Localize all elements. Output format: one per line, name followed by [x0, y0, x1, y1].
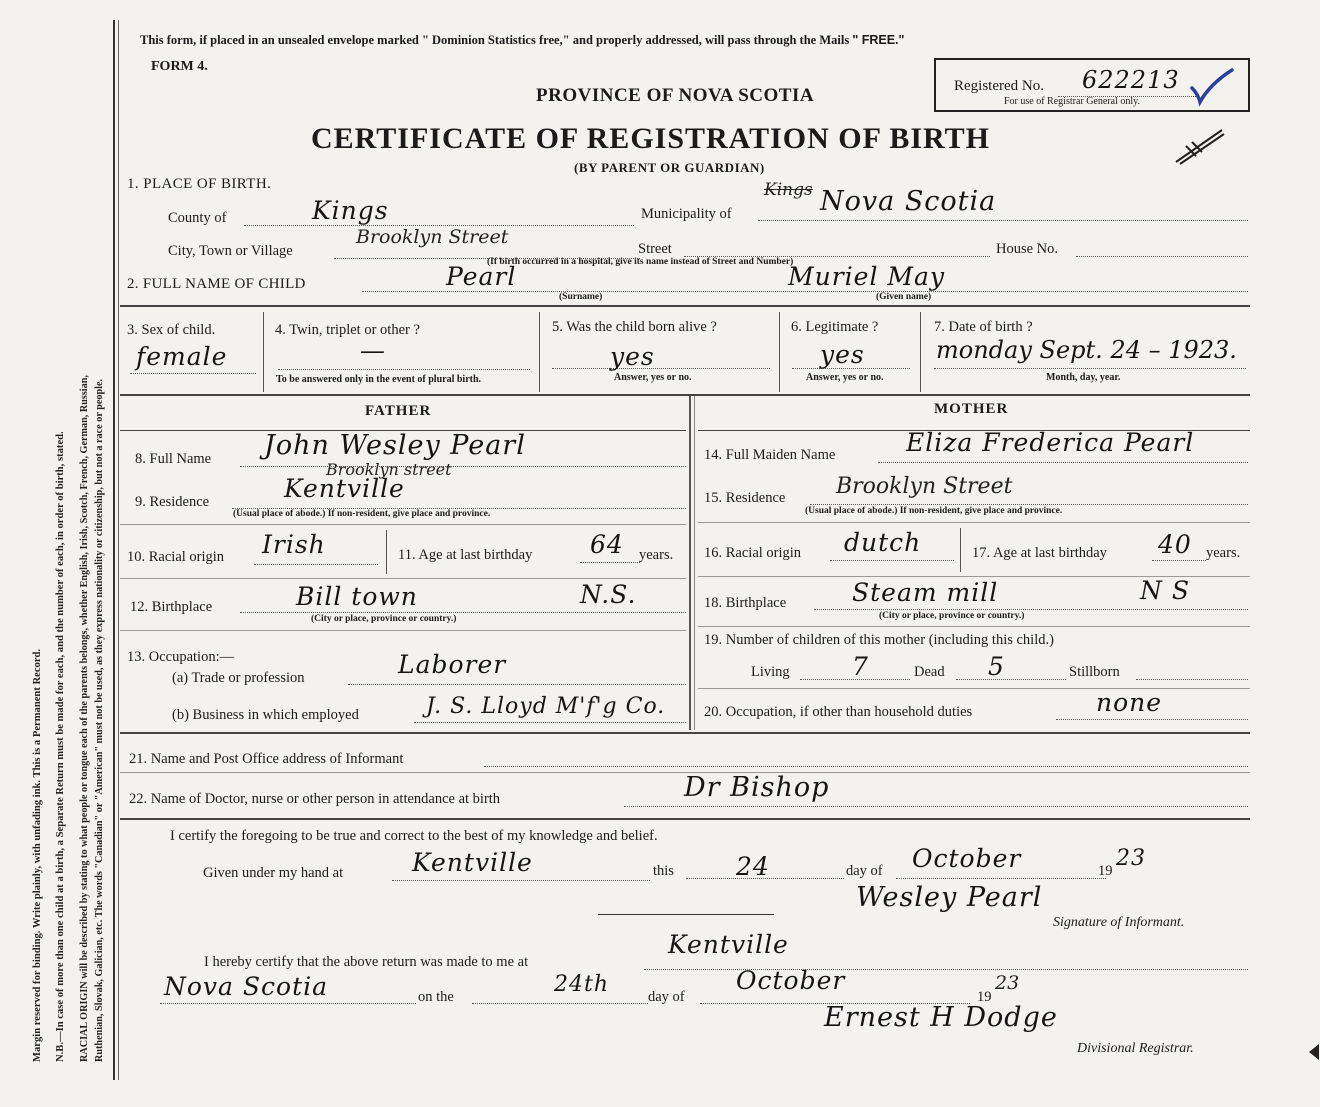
municipality-value: Nova Scotia — [820, 186, 997, 217]
mother-occupation-value: none — [1096, 688, 1163, 717]
rule-top — [120, 305, 1250, 307]
rule-father-res — [120, 524, 686, 525]
informant-label: 21. Name and Post Office address of Informant — [129, 751, 404, 767]
year-prefix: 19 — [1098, 863, 1113, 879]
rule-father-birthplace — [120, 630, 686, 631]
signature-underline-short — [598, 914, 774, 915]
child-surname: Pearl — [446, 262, 517, 291]
father-business-value: J. S. Lloyd M'f'g Co. — [426, 694, 666, 719]
divider-1 — [263, 312, 264, 392]
checkmark-icon — [1188, 66, 1238, 108]
certify-statement: I certify the foregoing to be true and correct to the best of my knowledge and belief. — [170, 828, 658, 844]
mail-free: " FREE." — [852, 33, 905, 47]
mother-occupation-label: 20. Occupation, if other than household duties — [704, 704, 973, 720]
registered-box — [934, 58, 1250, 112]
father-name-value: John Wesley Pearl — [264, 430, 526, 461]
rule-mother-res — [698, 522, 1250, 523]
binding-border — [113, 20, 115, 1080]
rule-mother-birthplace — [698, 626, 1250, 627]
registrar-province-value: Nova Scotia — [164, 972, 329, 1001]
given-place-value: Kentville — [412, 848, 533, 877]
registrar-place-value: Kentville — [668, 930, 789, 959]
mother-racial-value: dutch — [844, 528, 922, 557]
registrar-statement: I hereby certify that the above return was made to me at — [204, 954, 529, 970]
margin-note-binding: Margin reserved for binding. Write plainly, with unfading ink. This is a Permanent Record. — [32, 648, 43, 1062]
mother-occupation-line — [1056, 719, 1248, 720]
father-residence-over: Brooklyn street — [326, 460, 452, 479]
father-age-value: 64 — [590, 530, 624, 559]
child-given-name: Muriel May — [788, 262, 946, 291]
father-trade-label: (a) Trade or profession — [172, 670, 305, 686]
child-name-label: 2. FULL NAME OF CHILD — [127, 276, 306, 292]
mother-residence-label: 15. Residence — [704, 490, 786, 506]
municipality-label: Municipality of — [641, 206, 732, 222]
given-under-label: Given under my hand at — [203, 865, 344, 881]
registrar-only-note: For use of Registrar General only. — [1004, 96, 1140, 107]
father-trade-value: Laborer — [398, 650, 507, 679]
child-name-line — [362, 291, 1248, 292]
house-no-line — [1076, 256, 1248, 257]
registrar-day-value: 24th — [554, 972, 610, 997]
twin-note: To be answered only in the event of plural birth. — [276, 374, 482, 385]
father-age-label: 11. Age at last birthday — [398, 547, 533, 563]
legitimate-note: Answer, yes or no. — [806, 372, 884, 383]
divider-4 — [920, 312, 921, 392]
alive-line — [552, 368, 770, 369]
month-line — [896, 878, 1106, 879]
mother-residence-value: Brooklyn Street — [836, 474, 1013, 499]
rule-parents-bottom — [120, 732, 1250, 734]
registrar-day-line — [472, 1003, 648, 1004]
margin-note-nb: N.B.—In case of more than one child at a birth, a Separate Return must be made for each, and the number of each, in order of birth, stated. — [55, 431, 66, 1062]
day-value: 24 — [736, 852, 770, 881]
mother-birthplace-label: 18. Birthplace — [704, 595, 787, 611]
registrar-day-of-label: day of — [648, 989, 685, 1005]
house-no-label: House No. — [996, 241, 1059, 257]
father-birthplace-label: 12. Birthplace — [130, 599, 213, 615]
on-the-label: on the — [418, 989, 454, 1005]
mother-age-label: 17. Age at last birthday — [972, 545, 1107, 561]
living-label: Living — [751, 664, 790, 680]
twin-line — [278, 369, 530, 370]
mother-birthplace-value: Steam mill — [852, 578, 999, 607]
father-age-unit: years. — [639, 547, 674, 563]
pen-mark-icon — [1172, 126, 1228, 166]
month-value: October — [912, 844, 1022, 873]
father-birthplace-province: N.S. — [580, 580, 637, 609]
mail-notice: This form, if placed in an unsealed envelope marked " Dominion Statistics free," and properly addressed, will pass through the Mails " FREE." — [140, 33, 905, 47]
alive-value: yes — [610, 342, 655, 371]
dob-label: 7. Date of birth ? — [934, 319, 1033, 335]
registrar-year-prefix: 19 — [977, 989, 992, 1005]
street-label: Street — [638, 241, 672, 257]
father-mother-divider-2 — [694, 396, 695, 730]
alive-note: Answer, yes or no. — [614, 372, 692, 383]
mother-age-line — [1152, 560, 1206, 561]
registered-label: Registered No. — [954, 78, 1044, 94]
children-label: 19. Number of children of this mother (including this child.) — [704, 632, 1054, 648]
twin-value: — — [360, 336, 386, 365]
mother-age-unit: years. — [1206, 545, 1241, 561]
registered-number: 622213 — [1082, 66, 1180, 94]
place-of-birth-heading: 1. PLACE OF BIRTH. — [127, 176, 272, 192]
rule-children — [698, 688, 1250, 689]
province-heading: PROVINCE OF NOVA SCOTIA — [536, 85, 815, 106]
father-mother-divider — [689, 396, 691, 730]
given-place-line — [392, 880, 650, 881]
father-name-line — [240, 466, 686, 467]
informant-signature-caption: Signature of Informant. — [1053, 915, 1185, 930]
mother-heading: MOTHER — [934, 401, 1009, 417]
doctor-line — [624, 806, 1248, 807]
father-business-line — [414, 722, 686, 723]
stillborn-label: Stillborn — [1069, 664, 1120, 680]
father-residence-note: (Usual place of abode.) If non-resident, give place and province. — [233, 509, 491, 519]
dead-value: 5 — [988, 652, 1005, 681]
sex-value: female — [136, 342, 228, 371]
registrar-place-line — [644, 969, 1248, 970]
certificate-title: CERTIFICATE OF REGISTRATION OF BIRTH — [311, 122, 990, 155]
mother-name-value: Eliza Frederica Pearl — [906, 428, 1195, 457]
registrar-province-line — [160, 1003, 416, 1004]
legitimate-value: yes — [820, 340, 865, 369]
city-value: Brooklyn Street — [356, 226, 509, 248]
father-age-line — [580, 562, 640, 563]
father-name-label: 8. Full Name — [135, 451, 212, 467]
year-value: 23 — [1116, 846, 1146, 871]
registrar-year-value: 23 — [995, 972, 1020, 994]
father-business-label: (b) Business in which employed — [172, 707, 359, 723]
county-value: Kings — [312, 196, 389, 225]
mother-racial-line — [830, 560, 954, 561]
father-residence-value: Kentville — [284, 474, 405, 503]
divider-3 — [779, 312, 780, 392]
doctor-value: Dr Bishop — [684, 772, 830, 803]
rule-doctor — [120, 818, 1250, 820]
registrar-signature: Ernest H Dodge — [824, 1002, 1058, 1033]
mother-birthplace-note: (City or place, province or country.) — [879, 611, 1025, 621]
father-racial-line — [254, 564, 378, 565]
hospital-note: (If birth occurred in a hospital, give its name instead of Street and Number) — [487, 257, 794, 267]
city-label: City, Town or Village — [168, 243, 293, 259]
father-birthplace-line — [240, 612, 686, 613]
father-birthplace-note: (City or place, province or country.) — [311, 614, 457, 624]
father-racial-label: 10. Racial origin — [127, 549, 225, 565]
dead-line — [956, 679, 1066, 680]
mother-birthplace-line — [814, 609, 1248, 610]
rule-row3-bottom — [120, 394, 1250, 396]
edge-mark-right — [1309, 1044, 1319, 1060]
given-caption: (Given name) — [876, 292, 932, 302]
binding-border-inner — [118, 20, 119, 1080]
divider-2 — [539, 312, 540, 392]
informant-line — [484, 766, 1248, 767]
living-value: 7 — [852, 652, 869, 681]
informant-signature: Wesley Pearl — [856, 882, 1043, 913]
mother-name-label: 14. Full Maiden Name — [704, 447, 836, 463]
this-label: this — [653, 863, 674, 879]
mother-residence-note: (Usual place of abode.) If non-resident, give place and province. — [805, 506, 1063, 516]
margin-note-racial-origin-cont: Ruthenian, Slovak, Galician, etc. The words "Canadian" or "American" must not be used, as they express nationality or citizenship, but not a race or people. — [94, 378, 105, 1062]
father-heading: FATHER — [365, 403, 432, 419]
dob-note: Month, day, year. — [1046, 372, 1121, 383]
mother-age-value: 40 — [1158, 530, 1192, 559]
doctor-label: 22. Name of Doctor, nurse or other person in attendance at birth — [129, 791, 501, 807]
mother-birthplace-province: N S — [1140, 576, 1190, 605]
county-label: County of — [168, 210, 227, 226]
stillborn-line — [1136, 679, 1248, 680]
registrar-caption: Divisional Registrar. — [1077, 1041, 1194, 1056]
municipality-struck: Kings — [764, 180, 813, 200]
municipality-line — [758, 220, 1248, 221]
surname-caption: (Surname) — [559, 292, 603, 302]
legitimate-label: 6. Legitimate ? — [791, 319, 879, 335]
registrar-month-value: October — [736, 966, 846, 995]
father-racial-value: Irish — [262, 530, 326, 559]
twin-label: 4. Twin, triplet or other ? — [275, 322, 420, 338]
rule-father-racial — [120, 578, 686, 579]
sex-label: 3. Sex of child. — [127, 322, 216, 338]
father-birthplace-value: Bill town — [296, 582, 418, 611]
day-of-label: day of — [846, 863, 883, 879]
father-trade-line — [348, 684, 686, 685]
mother-residence-line — [810, 504, 1248, 505]
divider-father-age — [386, 530, 387, 574]
sex-line — [130, 373, 256, 374]
form-number: FORM 4. — [151, 59, 208, 74]
divider-mother-age — [960, 528, 961, 572]
dead-label: Dead — [914, 664, 945, 680]
dob-line — [934, 368, 1246, 369]
mother-name-line — [878, 462, 1248, 463]
father-residence-label: 9. Residence — [135, 494, 210, 510]
certificate-subtitle: (BY PARENT OR GUARDIAN) — [574, 160, 765, 175]
father-occupation-label: 13. Occupation:— — [127, 649, 235, 665]
mother-racial-label: 16. Racial origin — [704, 545, 802, 561]
alive-label: 5. Was the child born alive ? — [552, 319, 717, 335]
margin-note-racial-origin: RACIAL ORIGIN will be described by stating to what people or tongue each of the parents belongs, whether English, Irish, Scotch, French, German, Russian, — [79, 375, 90, 1062]
dob-value: monday Sept. 24 – 1923. — [936, 336, 1237, 364]
